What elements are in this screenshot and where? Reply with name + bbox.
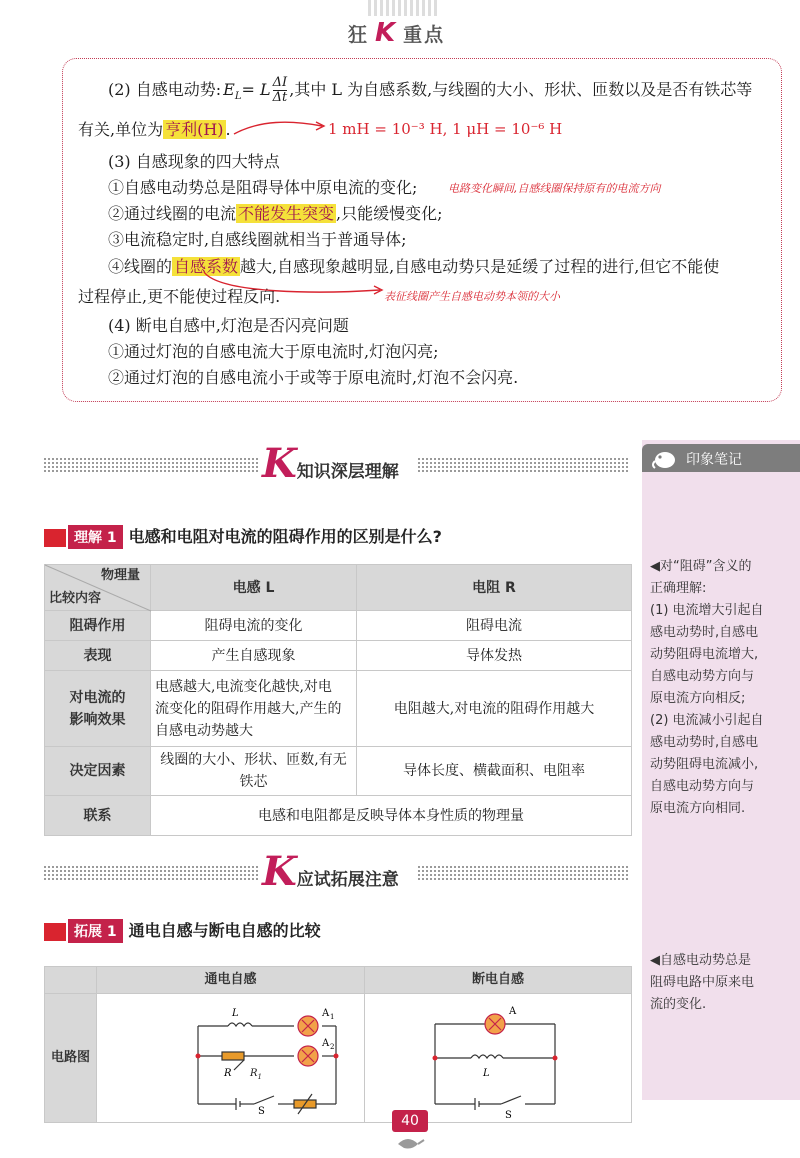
svg-text:L: L	[231, 1008, 239, 1019]
note-inductance: 表征线圈产生自感电动势本领的大小	[384, 290, 560, 303]
svg-text:R: R	[223, 1068, 232, 1079]
note-direction: 电路变化瞬间,自感线圈保持原有的电流方向	[448, 182, 661, 195]
section2-rule-right	[418, 866, 630, 880]
table-corner: 物理量 比较内容	[45, 565, 151, 611]
header-title	[348, 18, 445, 48]
table-header-resistance: 电阻 R	[357, 565, 632, 611]
book-icon	[44, 923, 66, 941]
sidebar-note-1: ◀对“阻碍”含义的 正确理解: (1) 电流增大引起自 感电动势时,自感电 动势阻碍电流增大, 自感电动势方向与 原电流方向相反; (2) 电流减小引起自 感电动势时,自感电 动势阻碍电流减小, 自感电动势方向与 原电流方向相同.	[650, 559, 764, 816]
comparison-table	[44, 564, 632, 836]
arrow-henry	[230, 118, 330, 138]
question-2-tag: 拓展 1	[68, 919, 123, 943]
question-1-tag: 理解 1	[68, 525, 123, 549]
sidebar-header	[642, 444, 800, 472]
sidebar-title: 印象笔记	[686, 452, 742, 468]
svg-text:L: L	[483, 1068, 490, 1079]
table-header-inductance: 电感 L	[151, 565, 357, 611]
table-header-power-on: 通电自感	[97, 967, 365, 994]
section1-title	[262, 440, 399, 487]
header-k-logo: K	[375, 18, 398, 48]
svg-text:S: S	[505, 1110, 512, 1121]
arrow-inductance	[200, 268, 390, 298]
table-row: 对电流的 影响效果 电感越大,电流变化越快,对电 流变化的阻碍作用越大,产生的 自感电动势越大 电阻越大,对电流的阻碍作用越大	[45, 671, 632, 747]
header-decoration	[368, 0, 438, 16]
label-r1: $R_1$	[250, 1068, 262, 1081]
box-line-10: ①通过灯泡的自感电流大于原电流时,灯泡闪亮;	[108, 342, 439, 361]
box-line-4: ①自感电动势总是阻碍导体中原电流的变化;	[108, 178, 418, 197]
box-line-8: 过程停止,更不能使过程反向.	[78, 287, 281, 306]
svg-text:A: A	[321, 1038, 329, 1049]
box-line-2: 有关,单位为 亨利(H) .	[78, 120, 231, 139]
power-on-circuit-diagram	[98, 994, 364, 1117]
circuit-power-on	[97, 994, 365, 1123]
section1-k-logo: K	[262, 440, 297, 487]
sidebar-note-2: ◀自感电动势总是 阻碍电路中原来电 流的变化.	[650, 953, 755, 1012]
question-1-text: 电感和电阻对电流的阻碍作用的区别是什么?	[128, 527, 442, 546]
table-row-header-circuit: 电路图	[45, 994, 97, 1123]
table-row: 表现 产生自感现象 导体发热	[45, 641, 632, 671]
book-icon	[44, 529, 66, 547]
circuit-table	[44, 966, 632, 1123]
section1-title-text: 知识深层理解	[296, 462, 399, 482]
table-row: 联系 电感和电阻都是反映导体本身性质的物理量	[45, 796, 632, 836]
table-row: 决定因素 线圈的大小、形状、匝数,有无铁芯 导体长度、横截面积、电阻率	[45, 747, 632, 796]
section1-rule-left	[44, 458, 258, 472]
box-line-5: ②通过线圈的电流 不能发生突变 ,只能缓慢变化;	[108, 204, 443, 223]
circuit-power-off	[365, 994, 632, 1123]
header-right: 重点	[403, 24, 446, 46]
box-line-3: (3) 自感现象的四大特点	[108, 152, 280, 171]
question-2	[44, 918, 321, 943]
section2-rule-left	[44, 866, 258, 880]
table-header-power-off: 断电自感	[365, 967, 632, 994]
note-units: 1 mH = 10⁻³ H, 1 μH = 10⁻⁶ H	[328, 120, 563, 138]
question-2-text: 通电自感与断电自感的比较	[128, 921, 321, 940]
table-row: 阻碍作用 阻碍电流的变化 阻碍电流	[45, 611, 632, 641]
box-line-9: (4) 断电自感中,灯泡是否闪亮问题	[108, 316, 349, 335]
svg-text:S: S	[257, 1106, 265, 1117]
section1-rule-right	[418, 458, 630, 472]
box-line-6: ③电流稳定时,自感线圈就相当于普通导体;	[108, 230, 407, 249]
box-line-7: ④线圈的 自感系数 越大,自感现象越明显,自感电动势只是延缓了过程的进行,但它不能使	[108, 257, 720, 276]
header-left: 狂	[348, 24, 370, 46]
box-line-1: (2) 自感电动势: $E_L= L$ $\frac{\Delta I}{\Delta t}$ ,其中 L 为自感系数,与线圈的大小、形状、匝数以及是否有铁芯等	[108, 75, 753, 105]
question-1	[44, 524, 442, 549]
highlight-henry: 亨利(H)	[165, 120, 224, 139]
section2-k-logo: K	[262, 848, 297, 895]
svg-text:A: A	[321, 1008, 329, 1019]
highlight-no-sudden: 不能发生突变	[238, 204, 335, 223]
svg-text:1: 1	[329, 1013, 334, 1021]
svg-text:2: 2	[329, 1043, 334, 1051]
bird-icon	[396, 1134, 426, 1150]
elephant-icon	[650, 446, 680, 470]
svg-text:A: A	[509, 1006, 517, 1017]
section2-title	[262, 848, 399, 895]
highlight-inductance: 自感系数	[174, 257, 239, 276]
section2-title-text: 应试拓展注意	[296, 870, 399, 890]
box-line-11: ②通过灯泡的自感电流小于或等于原电流时,灯泡不会闪亮.	[108, 368, 519, 387]
page-number: 40	[392, 1110, 428, 1132]
